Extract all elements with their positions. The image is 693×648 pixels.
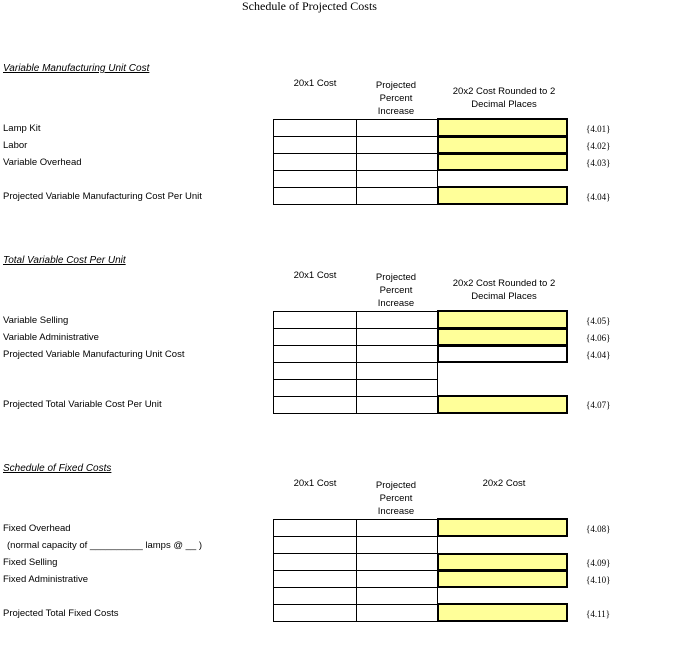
row-label-variable-overhead: Variable Overhead: [3, 157, 82, 168]
input-cell[interactable]: [273, 396, 357, 414]
page-title: Schedule of Projected Costs: [242, 0, 377, 13]
input-cell[interactable]: [356, 170, 438, 188]
answer-cell[interactable]: [437, 136, 568, 154]
col-header-percent-increase: Projected Percent Increase: [375, 272, 417, 309]
col-header-20x2-cost: 20x2 Cost: [482, 478, 526, 489]
section-heading-variable-manufacturing: Variable Manufacturing Unit Cost: [3, 63, 150, 74]
input-cell[interactable]: [356, 311, 438, 329]
answer-cell[interactable]: [437, 395, 568, 414]
col-header-20x1-cost: 20x1 Cost: [293, 478, 337, 489]
ref-code: {4.10}: [586, 575, 611, 585]
answer-cell[interactable]: [437, 345, 568, 363]
input-cell[interactable]: [273, 328, 357, 346]
input-cell[interactable]: [356, 519, 438, 537]
input-cell[interactable]: [273, 136, 357, 154]
ref-code: {4.03}: [586, 158, 611, 168]
input-cell[interactable]: [273, 362, 357, 380]
row-label-projected-var-mfg-cost: Projected Variable Manufacturing Cost Per Unit: [3, 191, 202, 202]
ref-code: {4.05}: [586, 316, 611, 326]
input-cell[interactable]: [356, 153, 438, 171]
input-cell[interactable]: [273, 311, 357, 329]
input-cell[interactable]: [356, 119, 438, 137]
input-cell[interactable]: [273, 536, 357, 554]
input-cell[interactable]: [273, 553, 357, 571]
row-label-fixed-selling: Fixed Selling: [3, 557, 58, 568]
input-cell[interactable]: [273, 170, 357, 188]
ref-code: {4.09}: [586, 558, 611, 568]
col-header-20x2-cost: 20x2 Cost Rounded to 2 Decimal Places: [452, 278, 556, 302]
row-label-variable-selling: Variable Selling: [3, 315, 69, 326]
input-cell[interactable]: [356, 604, 438, 622]
col-header-20x1-cost: 20x1 Cost: [293, 78, 337, 89]
input-cell[interactable]: [273, 345, 357, 363]
row-label-variable-administrative: Variable Administrative: [3, 332, 99, 343]
col-header-20x2-cost: 20x2 Cost Rounded to 2 Decimal Places: [452, 86, 556, 110]
ref-code: {4.01}: [586, 124, 611, 134]
section-heading-total-variable-cost: Total Variable Cost Per Unit: [3, 255, 126, 266]
row-label-projected-total-variable-cost: Projected Total Variable Cost Per Unit: [3, 399, 162, 410]
ref-code: {4.11}: [586, 609, 611, 619]
col-header-percent-increase: Projected Percent Increase: [375, 80, 417, 117]
ref-code: {4.04}: [586, 192, 611, 202]
ref-code: {4.07}: [586, 400, 611, 410]
input-cell[interactable]: [356, 328, 438, 346]
row-label-fixed-overhead: Fixed Overhead: [3, 523, 71, 534]
row-label-labor: Labor: [3, 140, 28, 151]
answer-cell[interactable]: [437, 310, 568, 329]
answer-cell[interactable]: [437, 328, 568, 346]
input-cell[interactable]: [356, 379, 438, 397]
input-cell[interactable]: [356, 536, 438, 554]
row-label-fixed-administrative: Fixed Administrative: [3, 574, 89, 585]
input-cell[interactable]: [356, 362, 438, 380]
section-heading-fixed-costs: Schedule of Fixed Costs: [3, 463, 112, 474]
input-cell[interactable]: [273, 153, 357, 171]
ref-code: {4.06}: [586, 333, 611, 343]
row-label-projected-var-mfg-unit-cost: Projected Variable Manufacturing Unit Cost: [3, 349, 185, 360]
ref-code: {4.04}: [586, 350, 611, 360]
ref-code: {4.08}: [586, 524, 611, 534]
input-cell[interactable]: [356, 553, 438, 571]
answer-cell[interactable]: [437, 186, 568, 205]
row-label-normal-capacity: (normal capacity of __________ lamps @ __ ): [7, 540, 203, 551]
input-cell[interactable]: [356, 396, 438, 414]
input-cell[interactable]: [356, 587, 438, 605]
input-cell[interactable]: [356, 187, 438, 205]
row-label-projected-total-fixed-costs: Projected Total Fixed Costs: [3, 608, 119, 619]
input-cell[interactable]: [273, 379, 357, 397]
col-header-20x1-cost: 20x1 Cost: [293, 270, 337, 281]
answer-cell[interactable]: [437, 118, 568, 137]
input-cell[interactable]: [356, 345, 438, 363]
input-cell[interactable]: [273, 187, 357, 205]
input-cell[interactable]: [273, 519, 357, 537]
answer-cell[interactable]: [437, 603, 568, 622]
answer-cell[interactable]: [437, 153, 568, 171]
answer-cell[interactable]: [437, 518, 568, 537]
answer-cell[interactable]: [437, 570, 568, 588]
input-cell[interactable]: [273, 587, 357, 605]
input-cell[interactable]: [273, 119, 357, 137]
ref-code: {4.02}: [586, 141, 611, 151]
input-cell[interactable]: [356, 570, 438, 588]
col-header-percent-increase: Projected Percent Increase: [375, 480, 417, 517]
input-cell[interactable]: [356, 136, 438, 154]
answer-cell[interactable]: [437, 553, 568, 571]
input-cell[interactable]: [273, 570, 357, 588]
row-label-lamp-kit: Lamp Kit: [3, 123, 41, 134]
input-cell[interactable]: [273, 604, 357, 622]
